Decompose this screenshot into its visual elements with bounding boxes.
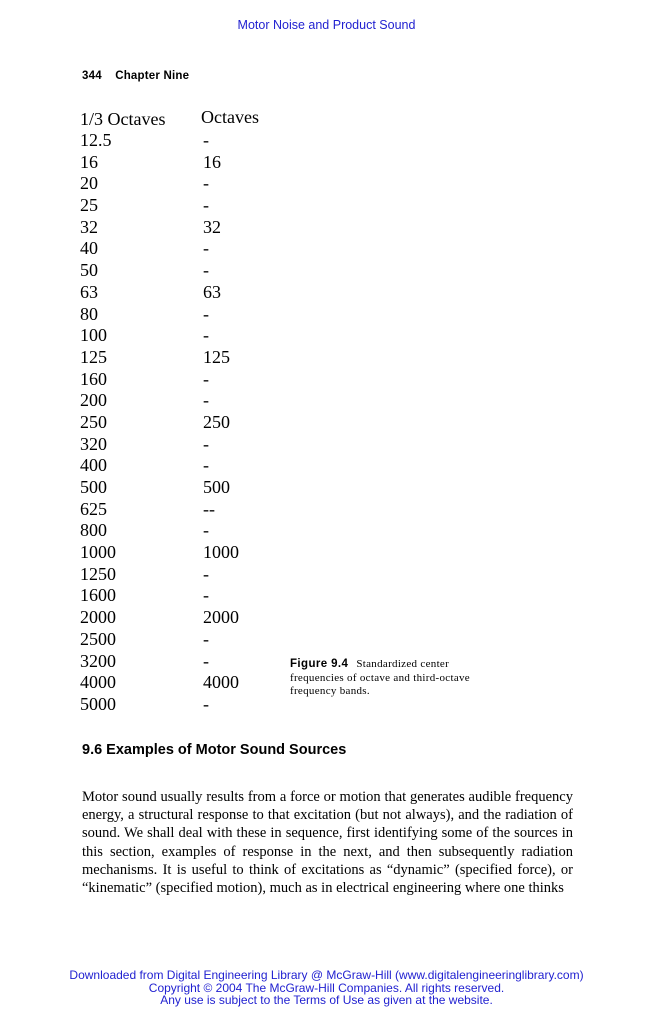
octave-value: - <box>203 520 209 541</box>
third-octave-value: 100 <box>80 325 107 346</box>
figure-caption <box>290 658 505 699</box>
octave-value: - <box>203 585 209 606</box>
third-octave-value: 20 <box>80 173 98 194</box>
third-octave-value: 625 <box>80 498 107 519</box>
octave-value: - <box>203 173 209 194</box>
octave-value: - <box>203 368 209 389</box>
octave-value: 125 <box>203 346 230 367</box>
third-octave-value: 400 <box>80 455 107 476</box>
octave-value: 4000 <box>203 672 239 693</box>
third-octave-value: 16 <box>80 151 98 172</box>
third-octave-value: 250 <box>80 411 107 432</box>
section-heading: 9.6 Examples of Motor Sound Sources <box>82 742 347 758</box>
third-octave-value: 40 <box>80 238 98 259</box>
octave-value: 2000 <box>203 607 239 628</box>
octave-value: - <box>203 195 209 216</box>
third-octave-value: 160 <box>80 368 107 389</box>
octave-value: - <box>203 433 209 454</box>
third-octave-value: 50 <box>80 260 98 281</box>
octave-value: - <box>203 260 209 281</box>
octave-value: - <box>203 628 209 649</box>
octave-value: - <box>203 325 209 346</box>
octave-value: 32 <box>203 216 221 237</box>
octave-value: 16 <box>203 151 221 172</box>
third-octave-value: 2500 <box>80 628 116 649</box>
third-octave-value: 4000 <box>80 672 116 693</box>
third-octave-value: 1600 <box>80 585 116 606</box>
third-octave-value: 3200 <box>80 650 116 671</box>
third-octave-value: 500 <box>80 477 107 497</box>
third-octave-value: 5000 <box>80 693 116 714</box>
third-octave-value: 320 <box>80 433 107 454</box>
octave-value: 1000 <box>203 542 239 563</box>
third-octave-value: 12.5 <box>80 130 112 150</box>
octave-value: - <box>203 390 209 411</box>
footer-download-line[interactable]: Downloaded from Digital Engineering Library @ McGraw-Hill (www.digitalengineeringlibrary.com) <box>69 968 584 982</box>
octave-value: -- <box>203 498 215 519</box>
running-head: Motor Noise and Product Sound <box>237 18 416 32</box>
third-octave-value: 2000 <box>80 607 116 628</box>
octave-value: - <box>203 130 209 150</box>
third-octave-value: 63 <box>80 281 98 302</box>
third-octave-value: 800 <box>80 520 107 541</box>
octave-value: - <box>203 563 209 584</box>
octave-value: - <box>203 238 209 259</box>
octave-value: - <box>203 455 209 476</box>
chapter-title: Chapter Nine <box>115 70 190 82</box>
third-octave-value: 25 <box>80 195 98 216</box>
column-header-octaves: Octaves <box>201 107 259 127</box>
third-octave-value: 1250 <box>80 563 116 584</box>
third-octave-value: 32 <box>80 216 98 237</box>
page-number: 344 <box>82 70 102 82</box>
figure-caption-text: Standardized center frequencies of octave and third-octave frequency bands. <box>290 658 470 697</box>
body-paragraph: Motor sound usually results from a force or motion that generates audible frequency energy, a structural response to that excitation (but not always), and the radiation of sound. We shall deal with these in sequence, first identifying some of the sources in this section, examples of response in the next, and then subsequently radiation mechanisms. It is useful to think of excitations as “dynamic” (specified force), or “kinematic” (specified motion), much as in electrical engineering where one thinks <box>82 789 573 897</box>
third-octave-value: 200 <box>80 390 107 411</box>
column-header-third-octaves: 1/3 Octaves <box>80 109 166 129</box>
octave-value: 250 <box>203 411 230 432</box>
third-octave-value: 125 <box>80 346 107 367</box>
octave-value: 500 <box>203 477 230 497</box>
octave-value: - <box>203 693 209 714</box>
octave-value: 63 <box>203 281 221 302</box>
third-octave-value: 80 <box>80 303 98 324</box>
footer <box>0 969 653 1007</box>
octave-value: - <box>203 650 209 671</box>
page-header <box>82 70 189 82</box>
footer-copyright-line: Copyright © 2004 The McGraw-Hill Companies. All rights reserved. <box>148 980 505 995</box>
footer-terms-line: Any use is subject to the Terms of Use as given at the website. <box>160 993 493 1007</box>
octave-value: - <box>203 303 209 324</box>
third-octave-value: 1000 <box>80 542 116 563</box>
figure-label: Figure 9.4 <box>290 658 349 670</box>
